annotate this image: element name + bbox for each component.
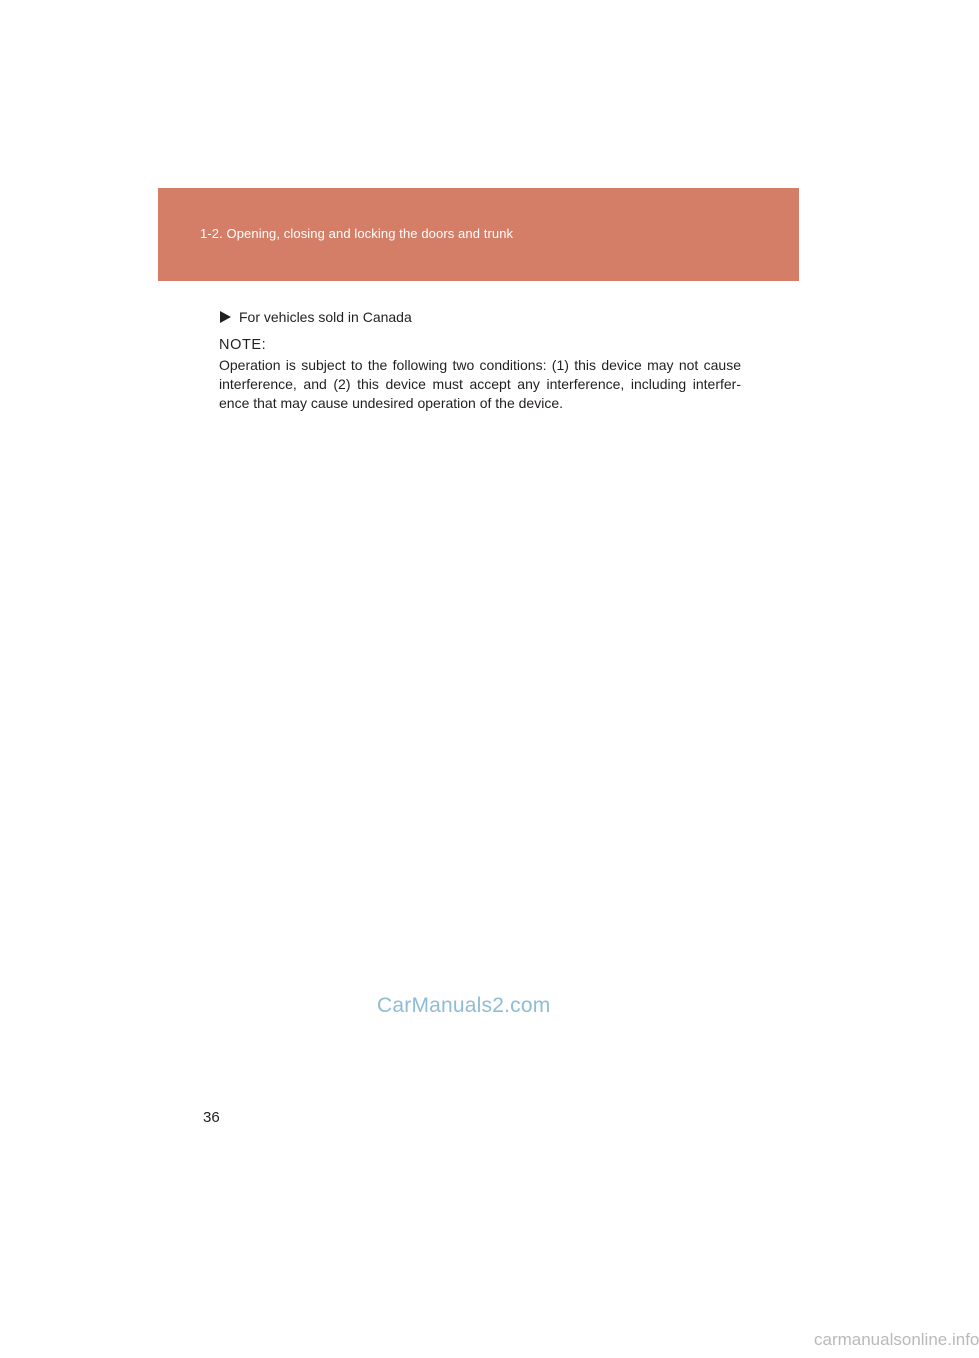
watermark-text: CarManuals2.com (377, 994, 551, 1017)
bullet-text: For vehicles sold in Canada (239, 309, 412, 325)
note-block (219, 336, 741, 413)
triangle-bullet-icon (220, 311, 231, 323)
note-heading: NOTE: (219, 337, 267, 353)
note-body: Operation is subject to the following two conditions: (1) this device may not cause interference, and (2) this device must accept any interference, including interfer-ence that may cause undesired operation of the device. (219, 357, 741, 411)
footer-watermark: carmanualsonline.info (814, 1330, 979, 1349)
section-header-band (158, 188, 799, 281)
section-title: 1-2. Opening, closing and locking the doors and trunk (200, 226, 514, 241)
page-number: 36 (203, 1109, 220, 1126)
bullet-item (220, 309, 412, 325)
